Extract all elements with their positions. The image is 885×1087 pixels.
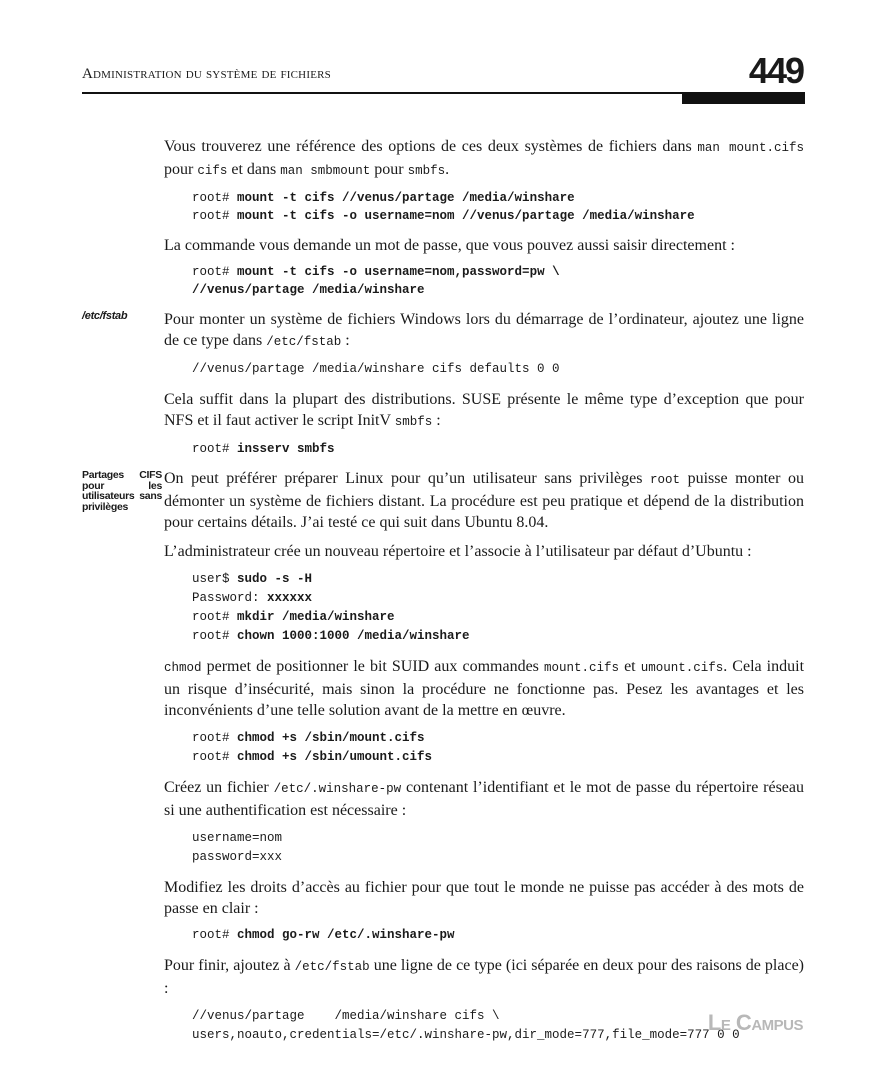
- margin-note-fstab: /etc/fstab: [82, 310, 128, 322]
- page-number: 449: [748, 50, 803, 91]
- code-block-mount-password: root# mount -t cifs -o username=nom,password=pw \ //venus/partage /media/winshare: [192, 265, 560, 297]
- paragraph-7: chmod permet de positionner le bit SUID aux commandes mount.cifs et umount.cifs. Cela induit un risque d’insécurité, mais sinon la procédure ne fonctionne pas. Pesez les avantages et les inconvénients d’une telle solution avant de la mettre en œuvre.: [164, 658, 805, 719]
- code-block-fstab-final: //venus/partage /media/winshare cifs \ users,noauto,credentials=/etc/.winshare-pw,dir_mode=777,file_mode=777 0 0: [192, 1008, 740, 1042]
- code-block-go-rw: root# chmod go-rw /etc/.winshare-pw: [192, 928, 455, 942]
- code-block-fstab: //venus/partage /media/winshare cifs defaults 0 0: [192, 362, 560, 376]
- publisher-logo: Le Campus: [707, 1010, 803, 1035]
- header-bar: [682, 94, 805, 104]
- code-block-mount: root# mount -t cifs //venus/partage /media/winshare root# mount -t cifs -o username=nom //venus/partage /media/winshare: [192, 191, 695, 223]
- running-header-title: Administration du système de fichiers: [82, 66, 331, 82]
- paragraph-1: Vous trouverez une référence des options de ces deux systèmes de fichiers dans man mount.cifs pour cifs et dans man smbmount pour smbfs.: [164, 138, 804, 178]
- code-block-chmod: root# chmod +s /sbin/mount.cifs root# chmod +s /sbin/umount.cifs: [192, 731, 433, 764]
- paragraph-6: L’administrateur crée un nouveau répertoire et l’associe à l’utilisateur par défaut d’Ubuntu :: [164, 543, 752, 560]
- paragraph-10: Pour finir, ajoutez à /etc/fstab une ligne de ce type (ici séparée en deux pour des raisons de place) :: [164, 956, 805, 997]
- paragraph-3: /etc/fstab Pour monter un système de fichiers Windows lors du démarrage de l’ordinateur, ajoutez une ligne de ce type dans /etc/fstab :: [82, 310, 804, 349]
- paragraph-5: Partages CIFS pour les utilisateurs sans privilèges On peut préférer préparer Linux pour qu’un utilisateur sans privilèges root puisse monter ou démonter un système de fichiers distant. La procédure est peu pratique et dépend de la distribution pour certains détails. J’ai testé ce qui suit dans Ubuntu 8.04.: [82, 469, 804, 531]
- code-block-admin: user$ sudo -s -H Password: xxxxxx root# mkdir /media/winshare root# chown 1000:1000 /media/winshare: [192, 572, 470, 643]
- paragraph-4: Cela suffit dans la plupart des distributions. SUSE présente le même type d’exception que pour NFS et il faut activer le script InitV smbfs :: [164, 390, 804, 429]
- code-block-credentials: username=nom password=xxx: [192, 831, 283, 864]
- paragraph-9: Modifiez les droits d’accès au fichier pour que tout le monde ne puisse pas accéder à des mots de passe en clair :: [164, 879, 804, 917]
- code-block-insserv: root# insserv smbfs: [192, 441, 335, 456]
- margin-note-cifs: Partages CIFS pour les utilisateurs sans privilèges: [82, 469, 162, 513]
- paragraph-8: Créez un fichier /etc/.winshare-pw contenant l’identifiant et le mot de passe du répertoire réseau si une authentification est nécessaire :: [164, 779, 804, 819]
- page-body: [82, 136, 805, 1055]
- paragraph-2: La commande vous demande un mot de passe, que vous pouvez aussi saisir directement :: [164, 237, 735, 254]
